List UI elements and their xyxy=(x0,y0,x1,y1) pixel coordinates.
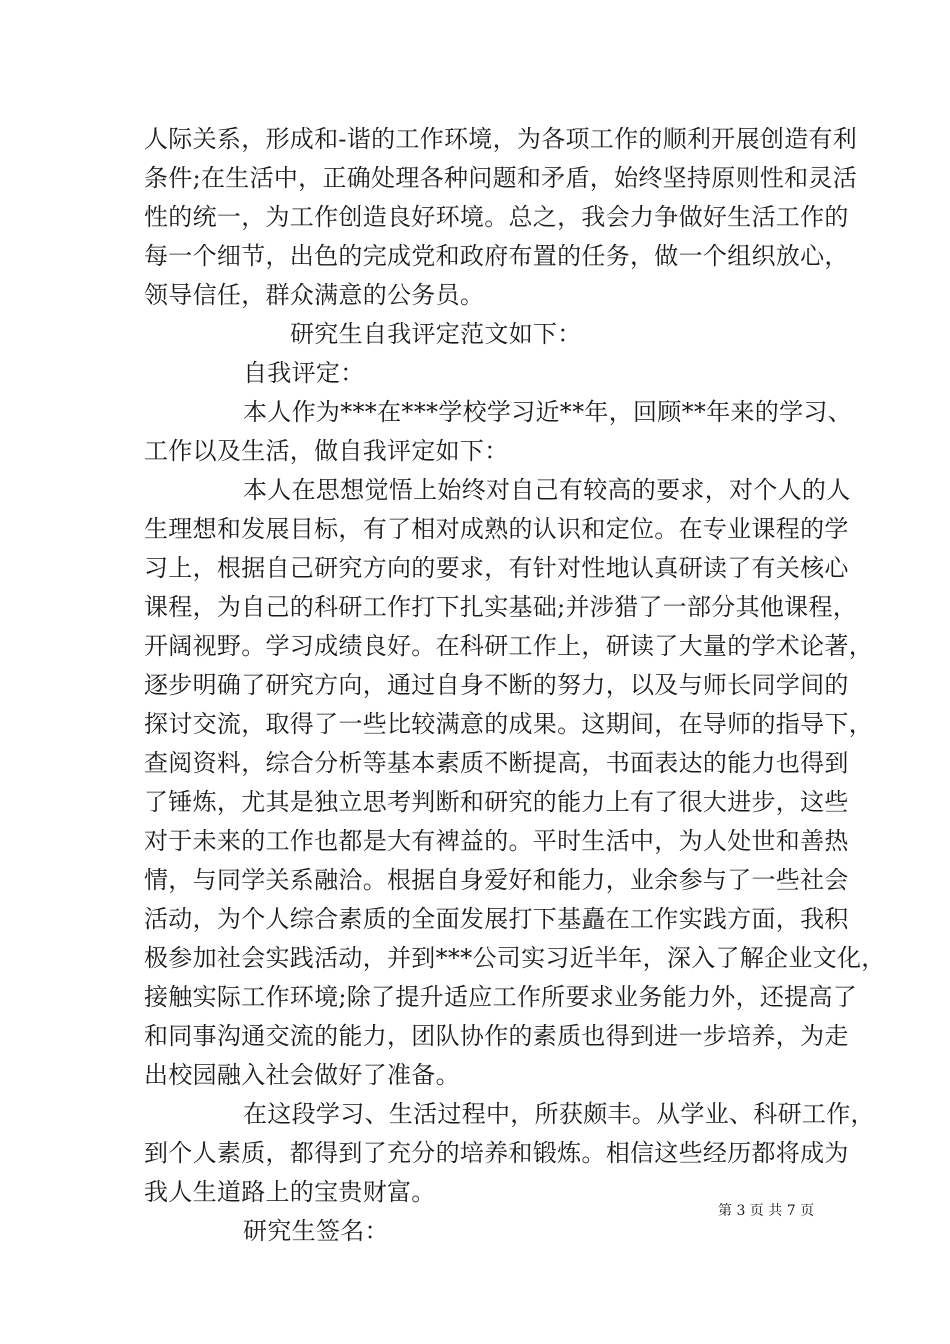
text-line: 查阅资料，综合分析等基本素质不断提高，书面表达的能力也得到 xyxy=(144,749,849,777)
section-heading: 研究生自我评定范文如下： xyxy=(290,320,582,348)
text-line: 我人生道路上的宝贵财富。 xyxy=(144,1178,436,1206)
text-line: 开阔视野。学习成绩良好。在科研工作上，研读了大量的学术论著， xyxy=(144,632,873,660)
text-line: 每一个细节，出色的完成党和政府布置的任务，做一个组织放心， xyxy=(144,242,849,270)
text-line: 了锤炼，尤其是独立思考判断和研究的能力上有了很大进步，这些 xyxy=(144,788,849,816)
text-line: 性的统一，为工作创造良好环境。总之，我会力争做好生活工作的 xyxy=(144,203,849,231)
text-line: 出校园融入社会做好了准备。 xyxy=(144,1061,460,1089)
text-line: 情，与同学关系融洽。根据自身爱好和能力，业余参与了一些社会 xyxy=(144,866,849,894)
text-line: 条件;在生活中，正确处理各种问题和矛盾，始终坚持原则性和灵活 xyxy=(144,164,858,192)
text-line: 生理想和发展目标，有了相对成熟的认识和定位。在专业课程的学 xyxy=(144,515,849,543)
text-line: 领导信任，群众满意的公务员。 xyxy=(144,281,485,309)
page-number: 第 3 页 共 7 页 xyxy=(718,1203,815,1219)
text-line: 到个人素质，都得到了充分的培养和锻炼。相信这些经历都将成为 xyxy=(144,1139,849,1167)
text-line: 人际关系，形成和-谐的工作环境，为各项工作的顺利开展创造有利 xyxy=(144,125,858,153)
text-line: 极参加社会实践活动，并到***公司实习近半年，深入了解企业文化， xyxy=(144,944,886,972)
text-line: 工作以及生活，做自我评定如下： xyxy=(144,437,509,465)
text-line: 课程，为自己的科研工作打下扎实基础;并涉猎了一部分其他课程， xyxy=(144,593,858,621)
text-line: 对于未来的工作也都是大有裨益的。平时生活中，为人处世和善热 xyxy=(144,827,849,855)
text-line: 和同事沟通交流的能力，团队协作的素质也得到进一步培养，为走 xyxy=(144,1022,849,1050)
text-line: 本人作为***在***学校学习近**年，回顾**年来的学习、 xyxy=(243,398,852,426)
subheading: 自我评定： xyxy=(243,359,365,387)
text-line: 活动，为个人综合素质的全面发展打下基矗在工作实践方面，我积 xyxy=(144,905,849,933)
text-line: 探讨交流，取得了一些比较满意的成果。这期间，在导师的指导下， xyxy=(144,710,873,738)
text-line: 本人在思想觉悟上始终对自己有较高的要求，对个人的人 xyxy=(243,476,851,504)
text-line: 习上，根据自己研究方向的要求，有针对性地认真研读了有关核心 xyxy=(144,554,849,582)
text-line: 在这段学习、生活过程中，所获颇丰。从学业、科研工作， xyxy=(243,1100,875,1128)
text-line: 接触实际工作环境;除了提升适应工作所要求业务能力外，还提高了 xyxy=(144,983,858,1011)
text-line: 逐步明确了研究方向，通过自身不断的努力，以及与师长同学间的 xyxy=(144,671,849,699)
signature-label: 研究生签名： xyxy=(243,1217,389,1245)
